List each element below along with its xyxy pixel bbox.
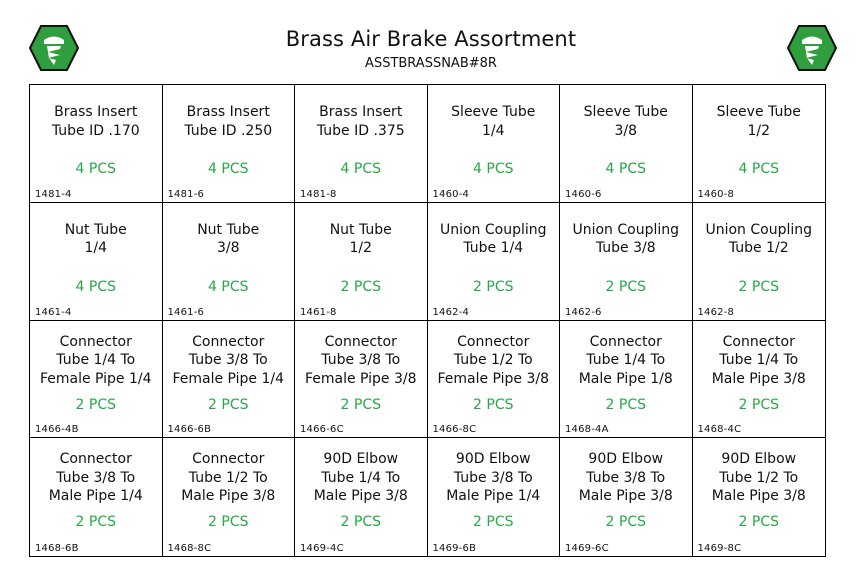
product-quantity: 2 PCS: [208, 514, 249, 531]
page-subtitle: ASSTBRASSNAB#8R: [365, 56, 497, 71]
assortment-grid: [29, 84, 826, 557]
product-cell: [163, 438, 296, 556]
product-name: Nut Tube 1/2: [329, 221, 392, 257]
product-cell: [428, 85, 561, 203]
product-cell: [560, 85, 693, 203]
product-quantity: 2 PCS: [473, 278, 514, 295]
product-cell: [560, 321, 693, 439]
part-number: 1468-8C: [167, 543, 212, 554]
product-cell: [693, 321, 826, 439]
product-cell: [428, 203, 561, 321]
product-name: 90D Elbow Tube 3/8 To Male Pipe 3/8: [578, 451, 673, 505]
product-cell: [163, 321, 296, 439]
product-name: Connector Tube 3/8 To Female Pipe 3/8: [304, 333, 417, 387]
product-cell: [295, 438, 428, 556]
part-number: 1468-4C: [697, 424, 742, 436]
product-name: Union Coupling Tube 1/4: [439, 221, 547, 257]
product-name: Connector Tube 3/8 To Male Pipe 1/4: [48, 451, 143, 505]
product-cell: [428, 438, 561, 556]
part-number: 1461-4: [35, 306, 72, 318]
product-cell: [163, 203, 296, 321]
product-quantity: 4 PCS: [75, 161, 116, 177]
product-quantity: 4 PCS: [605, 161, 646, 177]
product-quantity: 2 PCS: [340, 278, 381, 295]
product-name: Nut Tube 3/8: [197, 221, 260, 257]
product-quantity: 2 PCS: [738, 278, 779, 295]
product-cell: [30, 321, 163, 439]
product-quantity: 2 PCS: [605, 396, 646, 413]
part-number: 1461-6: [167, 306, 205, 318]
part-number: 1469-6B: [432, 543, 477, 554]
product-name: Brass Insert Tube ID .250: [184, 104, 273, 139]
part-number: 1462-6: [565, 306, 602, 318]
part-number: 1469-4C: [300, 543, 344, 554]
product-name: Connector Tube 1/2 To Male Pipe 3/8: [181, 451, 276, 505]
product-cell: [693, 85, 826, 203]
product-name: 90D Elbow Tube 3/8 To Male Pipe 1/4: [446, 451, 541, 505]
product-cell: [295, 203, 428, 321]
product-name: Connector Tube 1/4 To Male Pipe 1/8: [578, 333, 673, 387]
part-number: 1462-4: [432, 306, 470, 318]
product-cell: [30, 85, 163, 203]
product-quantity: 2 PCS: [605, 278, 646, 295]
part-number: 1460-4: [432, 188, 470, 200]
product-cell: [560, 438, 693, 556]
part-number: 1460-8: [697, 188, 735, 200]
page-title: Brass Air Brake Assortment: [285, 27, 577, 51]
product-quantity: 2 PCS: [340, 514, 381, 531]
product-quantity: 2 PCS: [738, 396, 779, 413]
part-number: 1460-6: [565, 188, 602, 200]
part-number: 1468-6B: [35, 543, 79, 554]
product-quantity: 2 PCS: [208, 396, 249, 413]
product-quantity: 2 PCS: [473, 396, 514, 413]
part-number: 1469-8C: [697, 543, 742, 554]
product-cell: [163, 85, 296, 203]
part-number: 1466-6C: [300, 424, 344, 436]
part-number: 1468-4A: [565, 424, 609, 436]
part-number: 1481-4: [35, 188, 72, 200]
part-number: 1466-6B: [167, 424, 212, 436]
product-cell: [560, 203, 693, 321]
product-quantity: 4 PCS: [208, 278, 249, 295]
product-quantity: 2 PCS: [75, 514, 116, 531]
product-name: Connector Tube 1/4 To Male Pipe 3/8: [711, 333, 806, 387]
product-quantity: 2 PCS: [340, 396, 381, 413]
product-cell: [30, 203, 163, 321]
product-name: Connector Tube 1/4 To Female Pipe 1/4: [39, 333, 152, 387]
product-cell: [295, 85, 428, 203]
product-quantity: 4 PCS: [473, 161, 514, 177]
product-cell: [428, 321, 561, 439]
product-cell: [693, 203, 826, 321]
part-number: 1469-6C: [565, 543, 609, 554]
product-quantity: 4 PCS: [75, 278, 116, 295]
part-number: 1466-4B: [35, 424, 79, 436]
part-number: 1462-8: [697, 306, 735, 318]
product-cell: [30, 438, 163, 556]
product-name: Brass Insert Tube ID .170: [51, 104, 140, 139]
product-name: Union Coupling Tube 1/2: [705, 221, 813, 257]
product-name: Union Coupling Tube 3/8: [572, 221, 680, 257]
product-cell: [295, 321, 428, 439]
part-number: 1481-6: [167, 188, 205, 200]
product-quantity: 4 PCS: [340, 161, 381, 177]
product-name: Connector Tube 3/8 To Female Pipe 1/4: [172, 333, 285, 387]
product-name: Brass Insert Tube ID .375: [316, 104, 405, 139]
product-quantity: 2 PCS: [75, 396, 116, 413]
product-name: 90D Elbow Tube 1/2 To Male Pipe 3/8: [711, 451, 806, 505]
product-quantity: 4 PCS: [208, 161, 249, 177]
product-quantity: 2 PCS: [738, 514, 779, 531]
product-name: Nut Tube 1/4: [64, 221, 127, 257]
product-quantity: 2 PCS: [473, 514, 514, 531]
product-name: Sleeve Tube 1/4: [451, 104, 536, 139]
product-name: Connector Tube 1/2 To Female Pipe 3/8: [437, 333, 550, 387]
part-number: 1481-8: [300, 188, 337, 200]
product-name: Sleeve Tube 3/8: [583, 104, 668, 139]
product-name: Sleeve Tube 1/2: [716, 104, 801, 139]
product-quantity: 4 PCS: [738, 161, 779, 177]
product-cell: [693, 438, 826, 556]
product-quantity: 2 PCS: [605, 514, 646, 531]
part-number: 1461-8: [300, 306, 337, 318]
part-number: 1466-8C: [432, 424, 477, 436]
product-name: 90D Elbow Tube 1/4 To Male Pipe 3/8: [313, 451, 408, 505]
